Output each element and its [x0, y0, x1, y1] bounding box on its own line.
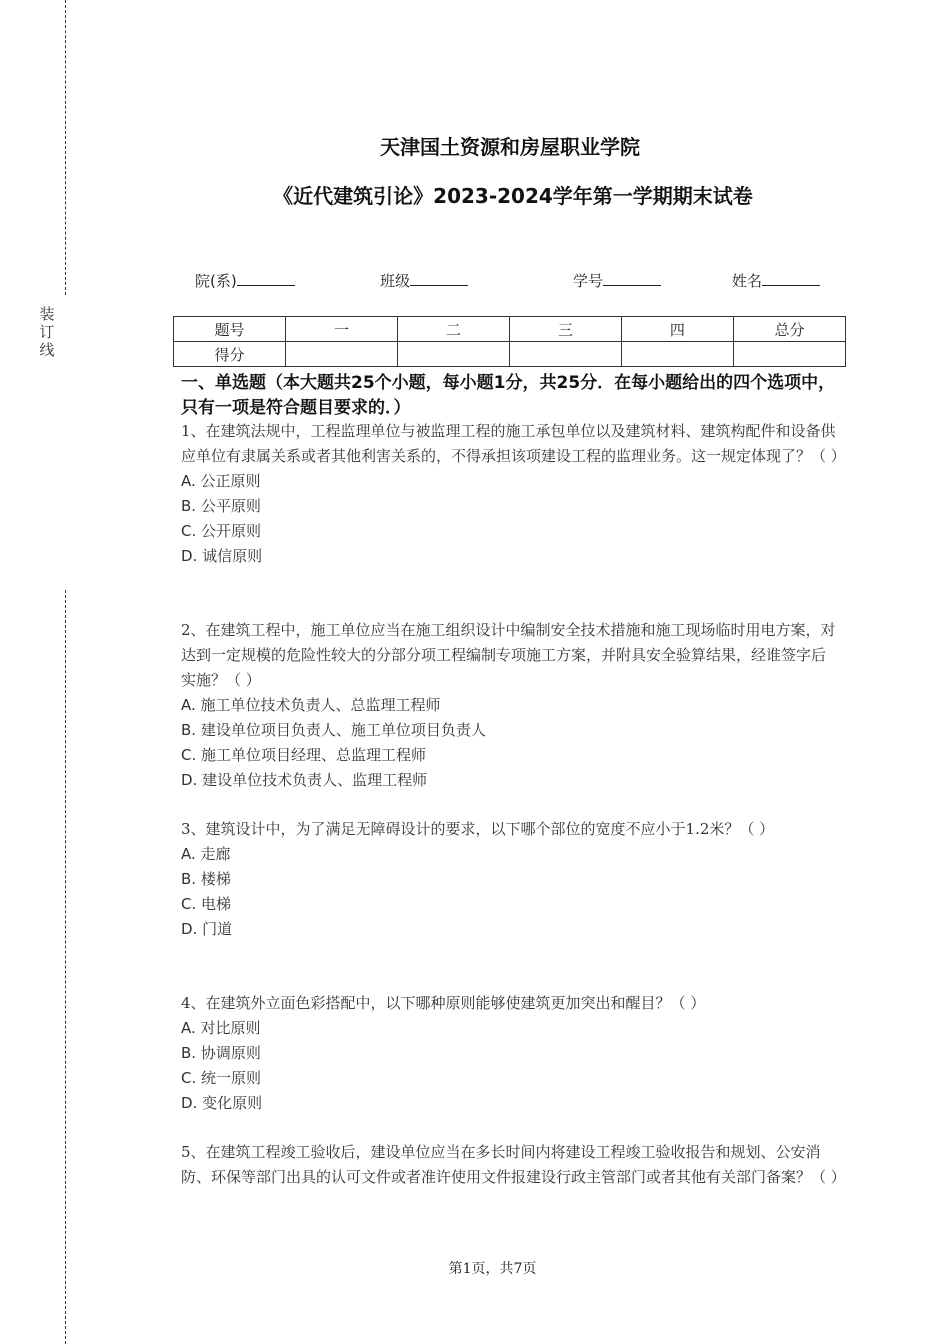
score-cell[interactable]	[509, 342, 621, 367]
student-id-blank[interactable]	[603, 271, 661, 286]
option-d[interactable]	[181, 1091, 839, 1116]
binding-char: 线	[39, 341, 55, 359]
table-cell: 四	[621, 317, 733, 342]
question-stem: 3、建筑设计中，为了满足无障碍设计的要求，以下哪个部位的宽度不应小于1.2米？（ ）	[181, 820, 775, 838]
option-text: 变化原则	[202, 1094, 263, 1112]
question-stem: 5、在建筑工程竣工验收后，建设单位应当在多长时间内将建设工程竣工验收报告和规划、公安消防、环保等部门出具的认可文件或者准许使用文件报建设行政主管部门或者其他有关部门备案？（ ）	[181, 1143, 846, 1186]
question-3	[181, 817, 839, 942]
option-text: 统一原则	[201, 1069, 262, 1087]
option-text: 建设单位项目负责人、施工单位项目负责人	[200, 721, 486, 739]
option-letter: A.	[181, 1019, 196, 1037]
option-letter: D.	[181, 920, 198, 938]
binding-label	[37, 305, 57, 359]
option-text: 公平原则	[200, 497, 261, 515]
binding-char: 装	[39, 305, 55, 323]
option-d[interactable]	[181, 544, 839, 569]
option-d[interactable]	[181, 768, 839, 793]
binding-char: 订	[39, 323, 55, 341]
score-cell[interactable]	[285, 342, 397, 367]
option-a[interactable]	[181, 469, 839, 494]
score-cell[interactable]	[397, 342, 509, 367]
question-2	[181, 618, 839, 793]
score-table-score-row	[174, 342, 846, 367]
option-text: 公正原则	[200, 472, 261, 490]
option-a[interactable]	[181, 693, 839, 718]
option-letter: A.	[181, 845, 196, 863]
option-letter: A.	[181, 472, 196, 490]
question-stem: 4、在建筑外立面色彩搭配中，以下哪种原则能够使建筑更加突出和醒目？（ ）	[181, 994, 706, 1012]
binding-line-bottom	[65, 590, 66, 1344]
option-c[interactable]	[181, 892, 839, 917]
table-cell: 总分	[733, 317, 845, 342]
department-blank[interactable]	[237, 271, 295, 286]
name-blank[interactable]	[762, 271, 820, 286]
option-letter: B.	[181, 721, 197, 739]
option-b[interactable]	[181, 494, 839, 519]
option-text: 电梯	[201, 895, 232, 913]
option-text: 协调原则	[200, 1044, 261, 1062]
option-text: 诚信原则	[202, 547, 263, 565]
question-stem: 2、在建筑工程中，施工单位应当在施工组织设计中编制安全技术措施和施工现场临时用电方案，对达到一定规模的危险性较大的分部分项工程编制专项施工方案，并附具安全验算结果，经谁签字后实施？（ ）	[181, 621, 836, 689]
option-letter: C.	[181, 1069, 197, 1087]
table-cell: 三	[509, 317, 621, 342]
department-label: 院(系)	[195, 272, 237, 290]
name-field[interactable]	[732, 270, 820, 291]
option-text: 对比原则	[200, 1019, 261, 1037]
department-field[interactable]	[195, 270, 295, 291]
option-letter: C.	[181, 746, 197, 764]
class-label: 班级	[380, 272, 411, 290]
name-label: 姓名	[732, 272, 763, 290]
question-4	[181, 991, 839, 1116]
option-letter: A.	[181, 696, 196, 714]
option-d[interactable]	[181, 917, 839, 942]
option-b[interactable]	[181, 718, 839, 743]
score-cell[interactable]	[733, 342, 845, 367]
option-a[interactable]	[181, 842, 839, 867]
exam-title: 《近代建筑引论》2023-2024学年第一学期期末试卷	[273, 184, 753, 208]
section-heading: 一、单选题（本大题共25个小题，每小题1分，共25分．在每小题给出的四个选项中，只有一项是符合题目要求的．）	[181, 373, 836, 418]
option-letter: B.	[181, 1044, 197, 1062]
option-text: 门道	[202, 920, 233, 938]
option-letter: B.	[181, 870, 197, 888]
table-cell: 得分	[174, 342, 286, 367]
question-5	[181, 1140, 846, 1190]
option-letter: C.	[181, 522, 197, 540]
student-id-field[interactable]	[573, 270, 661, 291]
option-text: 公开原则	[201, 522, 262, 540]
option-text: 走廊	[200, 845, 231, 863]
option-text: 楼梯	[200, 870, 231, 888]
page-number: 第1页，共7页	[448, 1261, 537, 1277]
option-b[interactable]	[181, 867, 839, 892]
option-a[interactable]	[181, 1016, 839, 1041]
score-table	[173, 316, 846, 367]
table-cell: 题号	[174, 317, 286, 342]
option-letter: C.	[181, 895, 197, 913]
institution-title: 天津国土资源和房屋职业学院	[380, 135, 640, 159]
option-b[interactable]	[181, 1041, 839, 1066]
option-text: 施工单位技术负责人、总监理工程师	[200, 696, 441, 714]
question-stem: 1、在建筑法规中，工程监理单位与被监理工程的施工承包单位以及建筑材料、建筑构配件和设备供应单位有隶属关系或者其他利害关系的，不得承担该项建设工程的监理业务。这一规定体现了？（ ）	[181, 422, 846, 465]
question-1	[181, 419, 846, 569]
score-table-header-row	[174, 317, 846, 342]
table-cell: 一	[285, 317, 397, 342]
option-letter: D.	[181, 547, 198, 565]
student-id-label: 学号	[573, 272, 604, 290]
option-letter: D.	[181, 771, 198, 789]
option-letter: B.	[181, 497, 197, 515]
option-c[interactable]	[181, 1066, 839, 1091]
option-letter: D.	[181, 1094, 198, 1112]
score-cell[interactable]	[621, 342, 733, 367]
option-c[interactable]	[181, 519, 839, 544]
option-c[interactable]	[181, 743, 839, 768]
option-text: 建设单位技术负责人、监理工程师	[202, 771, 428, 789]
option-text: 施工单位项目经理、总监理工程师	[201, 746, 427, 764]
class-field[interactable]	[380, 270, 468, 291]
class-blank[interactable]	[410, 271, 468, 286]
table-cell: 二	[397, 317, 509, 342]
